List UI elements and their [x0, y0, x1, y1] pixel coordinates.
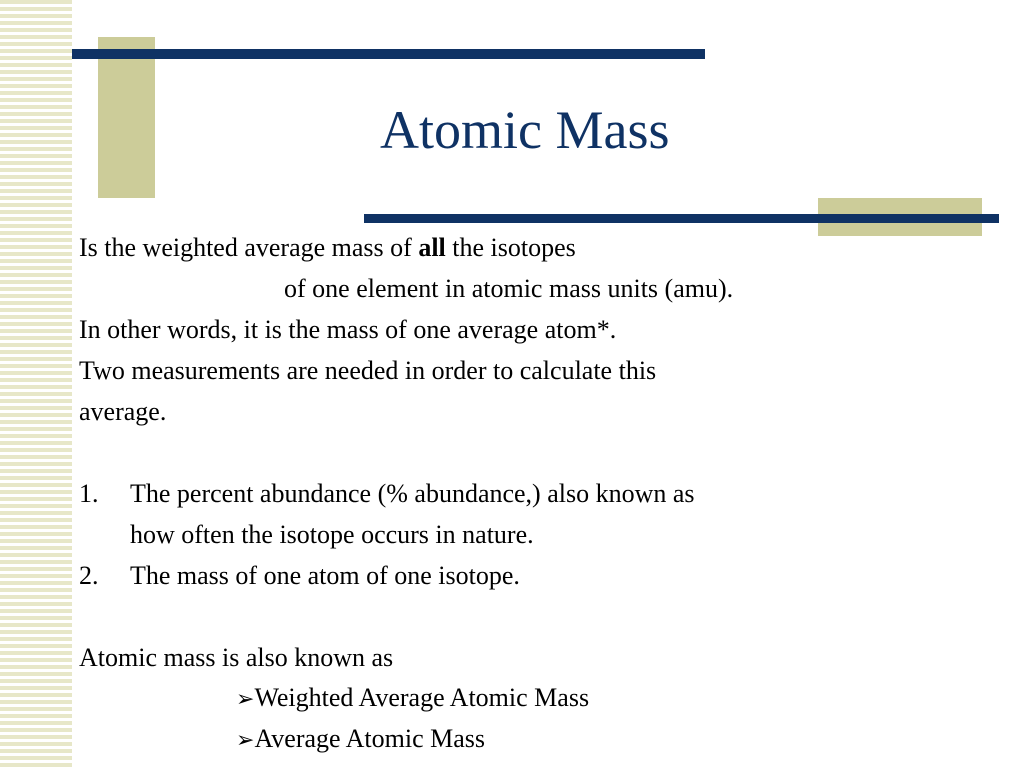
list-item-2-text: The mass of one atom of one isotope.	[130, 561, 520, 590]
list-item-1-text-a: The percent abundance (% abundance,) also known as	[130, 479, 695, 508]
decorative-bar-top	[72, 49, 705, 59]
list-number-1: 1.	[79, 479, 99, 508]
body-line-1	[79, 232, 576, 264]
body-line-5: average.	[79, 397, 167, 426]
aka-item-2	[236, 723, 485, 756]
body-line-1-pre: Is the weighted average mass of	[79, 233, 419, 262]
arrow-bullet-icon: ➢	[236, 686, 255, 711]
list-number-2: 2.	[79, 561, 99, 590]
aka-item-1-text: Weighted Average Atomic Mass	[254, 683, 590, 712]
arrow-bullet-icon: ➢	[236, 727, 255, 752]
aka-item-1	[236, 682, 589, 715]
list-item-1	[79, 478, 695, 510]
list-item-2	[79, 560, 520, 592]
aka-intro: Atomic mass is also known as	[79, 643, 394, 672]
body-line-3: In other words, it is the mass of one average atom*.	[79, 315, 617, 344]
slide-title: Atomic Mass	[380, 100, 670, 160]
body-line-4: Two measurements are needed in order to calculate this	[79, 356, 657, 385]
aka-item-2-text: Average Atomic Mass	[254, 724, 486, 753]
decorative-bar-bottom	[364, 214, 999, 223]
decorative-block-left	[98, 37, 155, 198]
striped-side-band	[0, 0, 72, 768]
list-item-1-text-b: how often the isotope occurs in nature.	[130, 520, 534, 549]
body-line-1-post: the isotopes	[445, 233, 576, 262]
body-line-2: of one element in atomic mass units (amu).	[284, 274, 734, 303]
body-line-1-bold: all	[418, 233, 446, 262]
